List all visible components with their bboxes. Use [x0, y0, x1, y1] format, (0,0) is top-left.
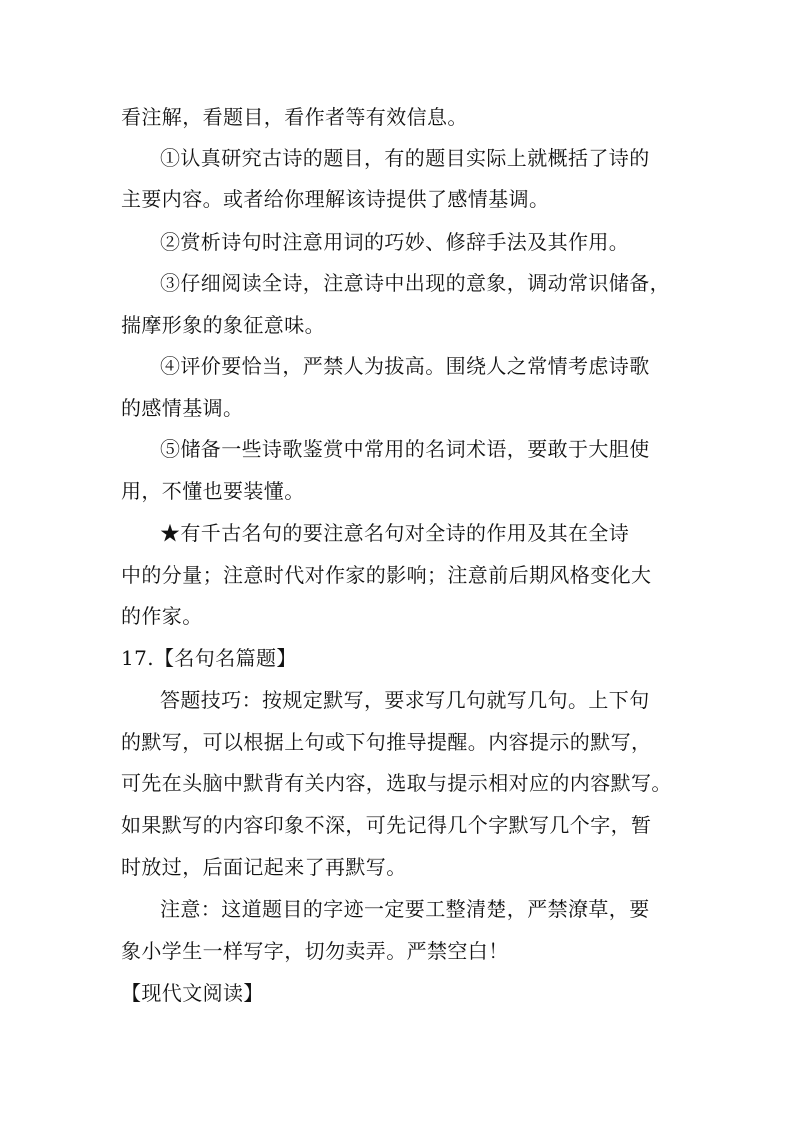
- text-line: ⑤储备一些诗歌鉴赏中常用的名词术语，要敢于大胆使: [160, 437, 650, 461]
- section-heading: 17.【名句名篇题】: [121, 646, 297, 670]
- text-line: 看注解，看题目，看作者等有效信息。: [121, 105, 468, 129]
- text-line: 可先在头脑中默背有关内容，选取与提示相对应的内容默写。: [121, 771, 672, 795]
- text-line: ★有千古名句的要注意名句对全诗的作用及其在全诗: [160, 521, 630, 545]
- text-line: ②赏析诗句时注意用词的巧妙、修辞手法及其作用。: [160, 230, 630, 254]
- text-line: 时放过，后面记起来了再默写。: [121, 855, 407, 879]
- text-line: 的默写，可以根据上句或下句推导提醒。内容提示的默写，: [121, 730, 652, 754]
- text-line: 中的分量；注意时代对作家的影响；注意前后期风格变化大: [121, 563, 652, 587]
- text-line: 答题技巧：按规定默写，要求写几句就写几句。上下句: [160, 688, 650, 712]
- text-line: 如果默写的内容印象不深，可先记得几个字默写几个字，暂: [121, 813, 652, 837]
- text-line: ③仔细阅读全诗，注意诗中出现的意象，调动常识储备，: [160, 271, 670, 295]
- text-line: 象小学生一样写字，切勿卖弄。严禁空白！: [121, 939, 509, 963]
- text-line: ①认真研究古诗的题目，有的题目实际上就概括了诗的: [160, 146, 650, 170]
- text-line: 的作家。: [121, 604, 203, 628]
- text-line: 用，不懂也要装懂。: [121, 479, 305, 503]
- text-line: 主要内容。或者给你理解该诗提供了感情基调。: [121, 187, 550, 211]
- section-heading: 【现代文阅读】: [121, 981, 264, 1005]
- text-line: 的感情基调。: [121, 396, 244, 420]
- text-line: 注意：这道题目的字迹一定要工整清楚，严禁潦草，要: [160, 897, 650, 921]
- text-line: 揣摩形象的象征意味。: [121, 313, 325, 337]
- text-line: ④评价要恰当，严禁人为拔高。围绕人之常情考虑诗歌: [160, 354, 650, 378]
